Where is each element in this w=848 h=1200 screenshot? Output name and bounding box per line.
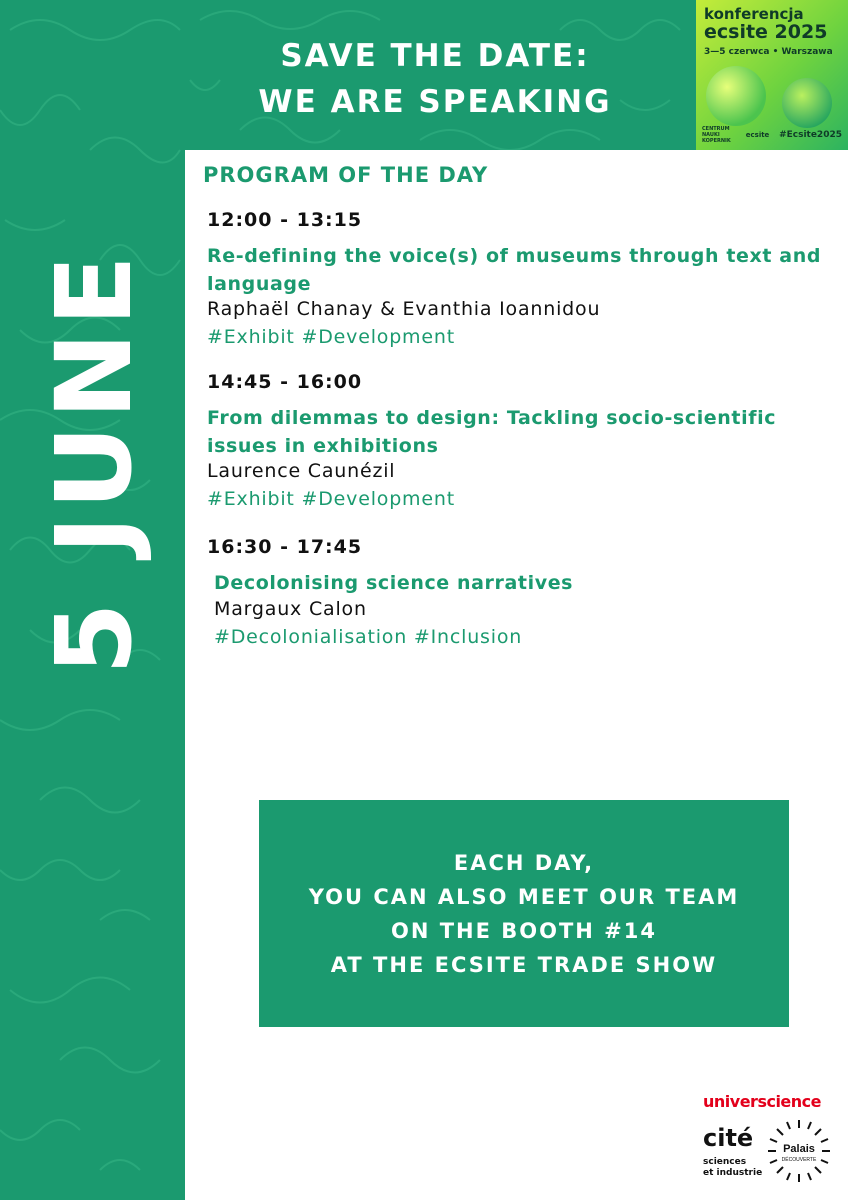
session-tags: #Decolonialisation #Inclusion [214,626,523,648]
session-title: Re-defining the voice(s) of museums through text and language [207,245,822,295]
palais-text: Palais [783,1143,815,1155]
session-title: Decolonising science narratives [214,572,574,594]
badge-hashtag: #Ecsite2025 [779,130,842,140]
universcience-logo: universcience [703,1092,822,1111]
badge-line1: konferencja [704,5,804,23]
cite-logo: cité [703,1124,754,1152]
ecsite-conference-badge [696,0,848,150]
badge-footer [702,126,842,144]
cite-sub-line1: sciences [703,1157,747,1167]
left-green-column [0,0,185,1200]
badge-sphere-right [782,78,832,128]
booth-line: ON THE BOOTH #14 [390,918,658,943]
booth-line: EACH DAY, [453,850,595,875]
badge-sphere-left [706,66,766,126]
cite-sub-line2: et industrie [703,1168,763,1178]
session-speakers: Margaux Calon [214,598,367,620]
palais-decouverte-logo [766,1118,832,1184]
session-speakers: Laurence Caunézil [207,460,396,482]
program-title: PROGRAM OF THE DAY [203,163,489,187]
booth-line: YOU CAN ALSO MEET OUR TEAM [308,884,740,909]
booth-info-box [259,800,789,1027]
badge-partner2: ecsite [745,131,770,139]
badge-dates: 3—5 czerwca • Warszawa [704,47,833,57]
header-title-line1: SAVE THE DATE: [280,38,590,74]
badge-line2: ecsite 2025 [704,21,828,43]
header-title-line2: WE ARE SPEAKING [258,84,612,120]
session-time: 16:30 - 17:45 [207,536,363,558]
booth-line: AT THE ECSITE TRADE SHOW [330,952,718,977]
badge-partner1: CENTRUM NAUKI KOPERNIK [702,126,731,144]
session-time: 12:00 - 13:15 [207,209,363,231]
decouverte-text: DÉCOUVERTE [781,1157,817,1163]
date-label-vertical: 5 JUNE [33,249,155,675]
session-time: 14:45 - 16:00 [207,371,363,393]
session-tags: #Exhibit #Development [207,488,455,510]
session-title: From dilemmas to design: Tackling socio-scientific issues in exhibitions [207,407,777,457]
session-speakers: Raphaël Chanay & Evanthia Ioannidou [207,298,601,320]
cite-logo-subtitle [703,1157,762,1179]
session-tags: #Exhibit #Development [207,326,455,348]
